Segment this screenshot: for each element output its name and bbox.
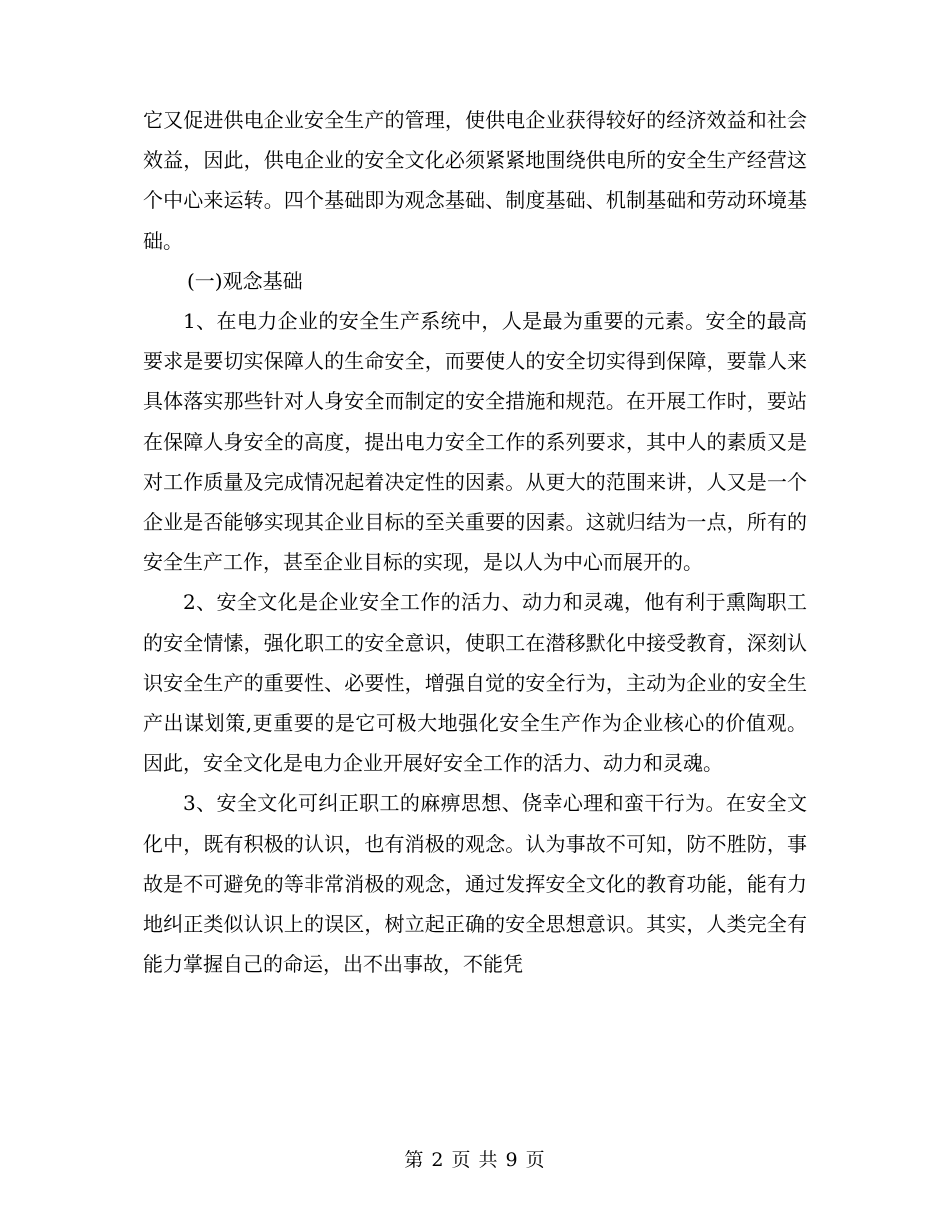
paragraph-point-1: 1、在电力企业的安全生产系统中，人是最为重要的元素。安全的最高要求是要切实保障人的生命安全，而要使人的安全切实得到保障，要靠人来具体落实那些针对人身安全而制定的安全措施和规范。在开展工作时，要站在保障人身安全的高度，提出电力安全工作的系列要求，其中人的素质又是对工作质量及完成情况起着决定性的因素。从更大的范围来讲，人又是一个企业是否能够实现其企业目标的至关重要的因素。这就归结为一点，所有的安全生产工作，甚至企业目标的实现，是以人为中心而展开的。	[143, 309, 807, 575]
document-body	[143, 100, 807, 984]
page-number: 第 2 页 共 9 页	[404, 1149, 546, 1171]
page-footer	[0, 1148, 950, 1172]
paragraph-continuation: 它又促进供电企业安全生产的管理，使供电企业获得较好的经济效益和社会效益，因此，供电企业的安全文化必须紧紧地围绕供电所的安全生产经营这个中心来运转。四个基础即为观念基础、制度基础、机制基础和劳动环境基础。	[143, 108, 807, 253]
paragraph-point-2: 2、安全文化是企业安全工作的活力、动力和灵魂，他有利于熏陶职工的安全情愫，强化职工的安全意识，使职工在潜移默化中接受教育，深刻认识安全生产的重要性、必要性，增强自觉的安全行为，主动为企业的安全生产出谋划策,更重要的是它可极大地强化安全生产作为企业核心的价值观。因此，安全文化是电力企业开展好安全工作的活力、动力和灵魂。	[143, 590, 807, 776]
paragraph-point-3: 3、安全文化可纠正职工的麻痹思想、侥幸心理和蛮干行为。在安全文化中，既有积极的认识，也有消极的观念。认为事故不可知，防不胜防，事故是不可避免的等非常消极的观念，通过发挥安全文化的教育功能，能有力地纠正类似认识上的误区，树立起正确的安全思想意识。其实，人类完全有能力掌握自己的命运，出不出事故，不能凭	[143, 791, 807, 977]
section-heading-concept-basis: (一)观念基础	[187, 268, 303, 293]
